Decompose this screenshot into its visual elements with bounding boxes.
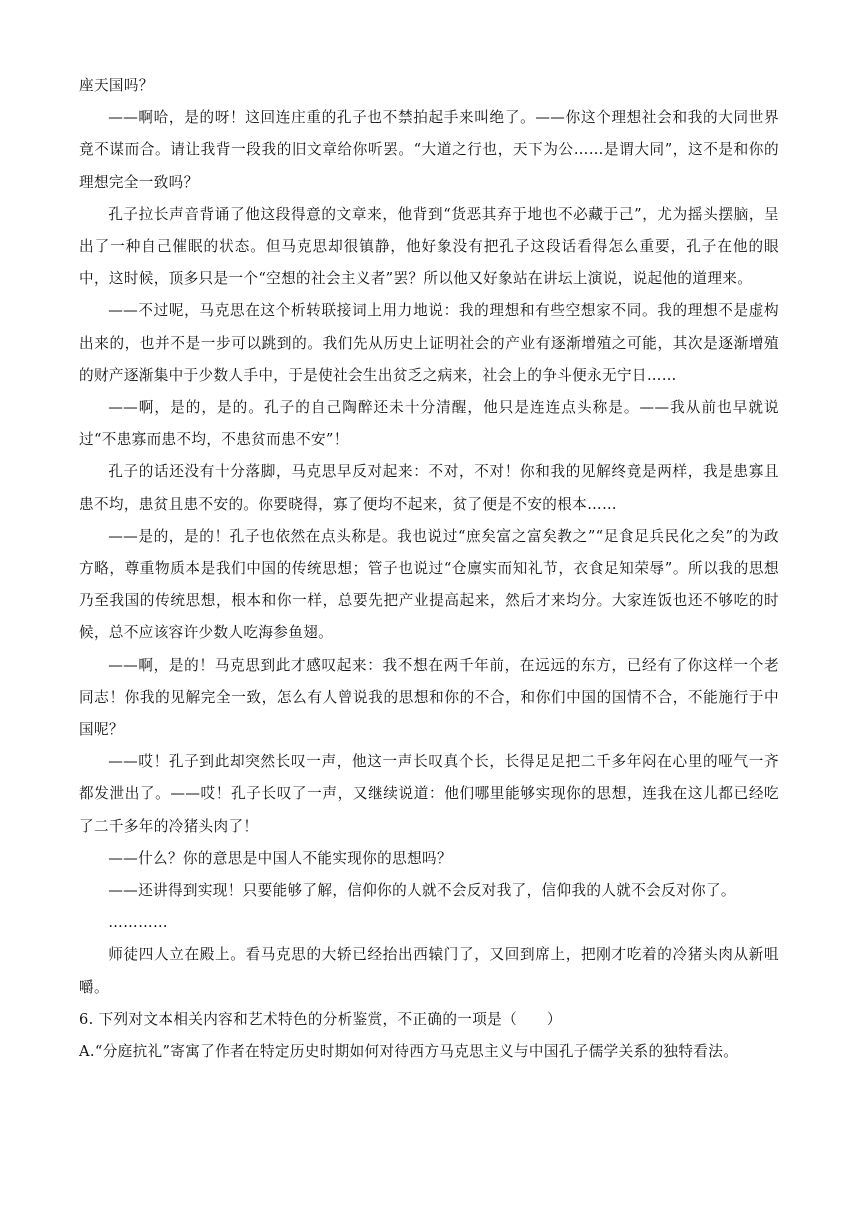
ellipsis-line: ………… (108, 914, 168, 932)
paragraph-1: 座天国吗？ (79, 77, 154, 94)
paragraph-6: 孔子的话还没有十分落脚，马克思早反对起来：不对，不对！你和我的见解终竟是两样，我是患寡且患不均，患贫且患不安的。你要晓得，寡了便均不起来，贫了便是不安的根本…… (79, 463, 779, 513)
paragraph-11: ——还讲得到实现！只要能够了解，信仰你的人就不会反对我了，信仰我的人就不会反对你了。 (108, 882, 736, 900)
paragraph-7: ——是的，是的！孔子也依然在点头称是。我也说过“庶矣富之富矣教之”“足食足兵民化之矣”的为政方略，尊重物质本是我们中国的传统思想；管子也说过“仓廪实而知礼节，衣食足知荣辱”。所以我的思想乃至我国的传统思想，根本和你一样，总要先把产业提高起来，然后才来均分。大家连饭也还不够吃的时候，总不应该容许少数人吃海参鱼翅。 (79, 527, 779, 642)
paragraph-9: ——哎！孔子到此却突然长叹一声，他这一声长叹真个长，长得足足把二千多年闷在心里的哑气一齐都发泄出了。——哎！孔子长叹了一声，又继续说道：他们哪里能够实现你的思想，连我在这儿都已经吃了二千多年的冷猪头肉了！ (79, 753, 779, 835)
paragraph-3: 孔子拉长声音背诵了他这段得意的文章来，他背到“货恶其弃于地也不必藏于己”，尤为摇头摆脑，呈出了一种自己催眠的状态。但马克思却很镇静，他好象没有把孔子这段话看得怎么重要，孔子在他的眼中，这时候，顶多只是一个“空想的社会主义者”罢？所以他又好象站在讲坛上演说，说起他的道理来。 (79, 205, 779, 288)
paragraph-2: ——啊哈，是的呀！这回连庄重的孔子也不禁拍起手来叫绝了。——你这个理想社会和我的大同世界竟不谋而合。请让我背一段我的旧文章给你听罢。“大道之行也，天下为公……是谓大同”，这不是和你的理想完全一致吗？ (79, 109, 779, 191)
document-body (79, 70, 779, 1068)
paragraph-8: ——啊，是的！马克思到此才感叹起来：我不想在两千年前，在远远的东方，已经有了你这样一个老同志！你我的见解完全一致，怎么有人曾说我的思想和你的不合，和你们中国的国情不合，不能施行于中国呢？ (79, 656, 779, 739)
paragraph-4: ——不过呢，马克思在这个析转联接词上用力地说：我的理想和有些空想家不同。我的理想不是虚构出来的，也并不是一步可以跳到的。我们先从历史上证明社会的产业有逐渐增殖之可能，其次是逐渐增殖的财产逐渐集中于少数人手中，于是使社会生出贫乏之病来，社会上的争斗便永无宁日…… (79, 302, 779, 384)
paragraph-10: ——什么？你的意思是中国人不能实现你的思想吗？ (108, 849, 452, 867)
option-a: A.“分庭抗礼”寄寓了作者在特定历史时期如何对待西方马克思主义与中国孔子儒学关系的独特看法。 (79, 1043, 739, 1061)
paragraph-13: 师徒四人立在殿上。看马克思的大轿已经抬出西辕门了，又回到席上，把刚才吃着的冷猪头肉从新咀嚼。 (79, 946, 779, 996)
paragraph-5: ——啊，是的，是的。孔子的自己陶醉还未十分清醒，他只是连连点头称是。——我从前也早就说过“不患寡而患不均，不患贫而患不安”！ (79, 399, 779, 449)
question-stem: 6. 下列对文本相关内容和艺术特色的分析鉴赏，不正确的一项是（ ） (79, 1010, 562, 1028)
